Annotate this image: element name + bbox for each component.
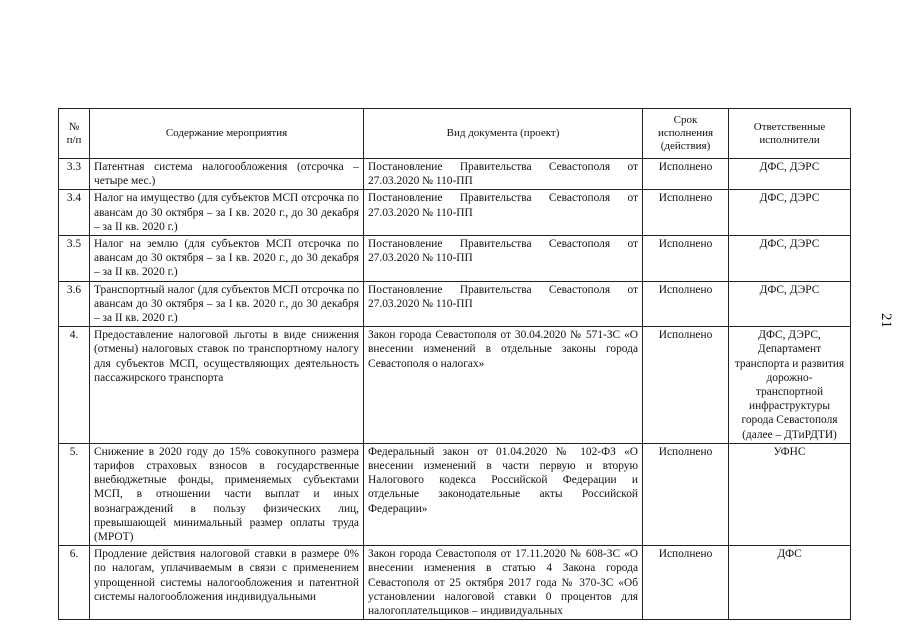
cell-doc: Постановление Правительства Севастополя от 27.03.2020 № 110-ПП [364,190,643,236]
cell-doc: Закон города Севастополя от 17.11.2020 № 608-ЗС «О внесении изменения в статью 4 Закона города Севастополя от 25 октября 2017 года № 370-ЗС «Об установлении налоговой ставки 0 процентов для налогоплательщиков – индивидуальных [364,546,643,620]
cell-doc: Постановление Правительства Севастополя от 27.03.2020 № 110-ПП [364,159,643,190]
cell-num: 5. [59,443,90,545]
cell-content: Предоставление налоговой льготы в виде снижения (отмены) налоговых ставок по транспортному налогу для субъектов МСП, осуществляющих деятельность пассажирского транспорта [90,327,364,444]
table-row [59,327,851,444]
header-deadline: Срок исполнения (действия) [643,109,729,159]
cell-deadline: Исполнено [643,327,729,444]
cell-responsible: ДФС, ДЭРС [729,190,851,236]
cell-responsible: ДФС, ДЭРС [729,236,851,282]
cell-deadline: Исполнено [643,159,729,190]
cell-doc: Федеральный закон от 01.04.2020 № 102-ФЗ «О внесении изменений в части первую и вторую Налогового кодекса Российской Федерации и отдельные законодательные акты Российской Федерации» [364,443,643,545]
measures-table [58,108,851,620]
cell-doc: Закон города Севастополя от 30.04.2020 № 571-ЗС «О внесении изменений в отдельные законы города Севастополя о налогах» [364,327,643,444]
table-row [59,443,851,545]
table-header-row [59,109,851,159]
cell-content: Патентная система налогообложения (отсрочка – четыре мес.) [90,159,364,190]
cell-deadline: Исполнено [643,190,729,236]
table-row [59,546,851,620]
cell-content: Налог на землю (для субъектов МСП отсрочка по авансам до 30 октября – за I кв. 2020 г., до 30 декабря – за II кв. 2020 г.) [90,236,364,282]
cell-doc: Постановление Правительства Севастополя от 27.03.2020 № 110-ПП [364,281,643,327]
cell-responsible: ДФС [729,546,851,620]
table-row [59,236,851,282]
header-responsible: Ответственные исполнители [729,109,851,159]
cell-content: Налог на имущество (для субъектов МСП отсрочка по авансам до 30 октября – за I кв. 2020 г., до 30 декабря – за II кв. 2020 г.) [90,190,364,236]
cell-deadline: Исполнено [643,443,729,545]
cell-num: 4. [59,327,90,444]
cell-num: 3.4 [59,190,90,236]
cell-num: 3.6 [59,281,90,327]
cell-content: Транспортный налог (для субъектов МСП отсрочка по авансам до 30 октября – за I кв. 2020 г., до 30 декабря – за II кв. 2020 г.) [90,281,364,327]
cell-doc: Постановление Правительства Севастополя от 27.03.2020 № 110-ПП [364,236,643,282]
cell-content: Снижение в 2020 году до 15% совокупного размера тарифов страховых взносов в государственные внебюджетные фонды, применяемых субъектами МСП, в отношении части выплат и иных вознаграждений в пользу физических лиц, превышающей минимальный размер оплаты труда (МРОТ) [90,443,364,545]
cell-responsible: УФНС [729,443,851,545]
cell-num: 3.5 [59,236,90,282]
header-content: Содержание мероприятия [90,109,364,159]
header-doc: Вид документа (проект) [364,109,643,159]
cell-content: Продление действия налоговой ставки в размере 0% по налогам, уплачиваемым в связи с применением упрощенной системы налогообложения и патентной системы налогообложения индивидуальными [90,546,364,620]
header-num: № п/п [59,109,90,159]
cell-deadline: Исполнено [643,546,729,620]
cell-responsible: ДФС, ДЭРС [729,281,851,327]
table-row [59,281,851,327]
table-row [59,159,851,190]
cell-responsible: ДФС, ДЭРС, Департамент транспорта и развития дорожно-транспортной инфраструктуры города Севастополя (далее – ДТиРДТИ) [729,327,851,444]
page-number: 21 [878,313,894,328]
cell-deadline: Исполнено [643,236,729,282]
cell-deadline: Исполнено [643,281,729,327]
cell-responsible: ДФС, ДЭРС [729,159,851,190]
page-cutoff [58,634,850,640]
cell-num: 6. [59,546,90,620]
table-row [59,190,851,236]
cell-num: 3.3 [59,159,90,190]
